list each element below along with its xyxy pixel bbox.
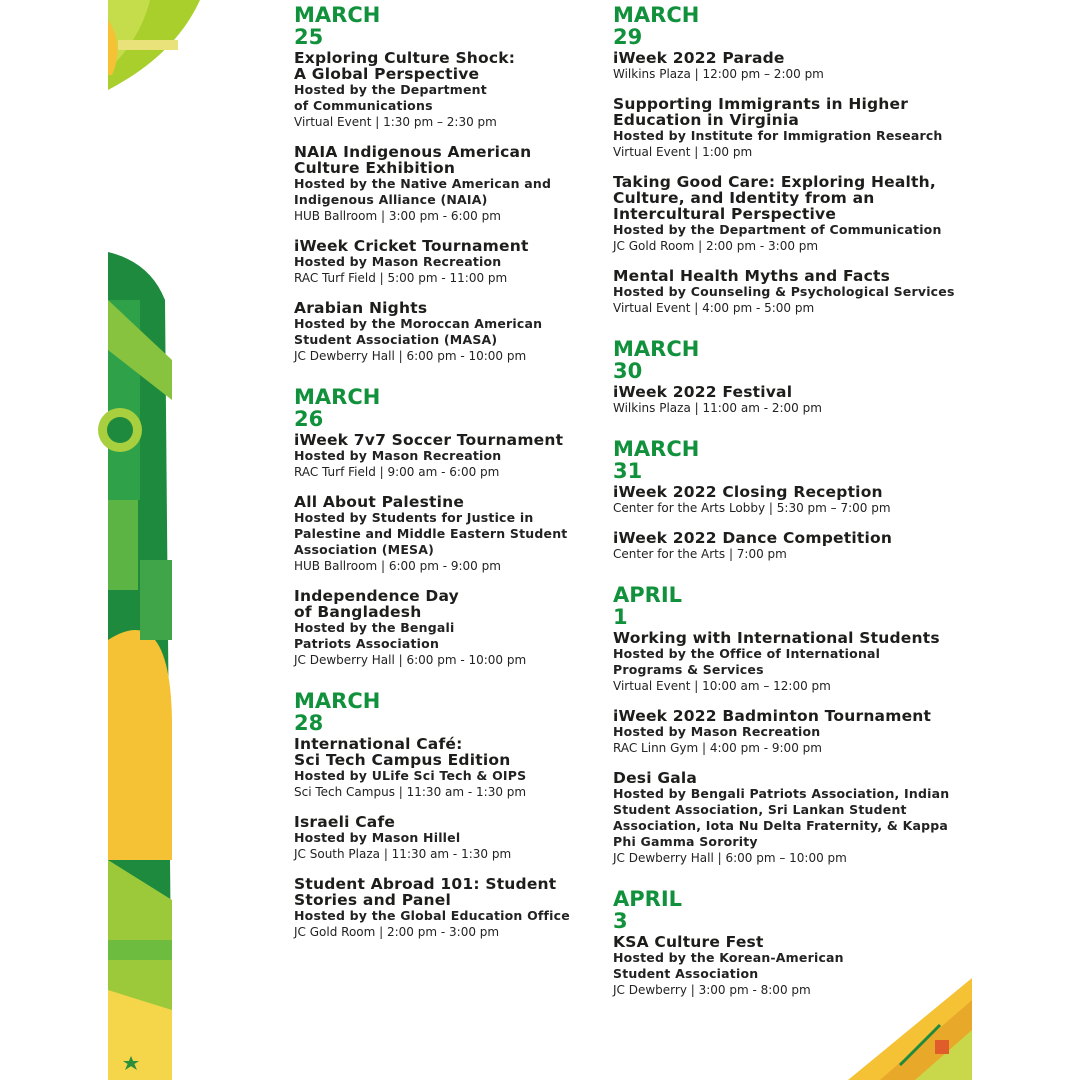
event-title: Desi Gala [613, 769, 698, 787]
date-day: 3 [613, 909, 628, 933]
event-host: Hosted by Institute for Immigration Research [613, 128, 943, 143]
event-item [294, 432, 644, 481]
event-details: JC Dewberry Hall | 6:00 pm – 10:00 pm [613, 851, 847, 865]
event-details: HUB Ballroom | 3:00 pm - 6:00 pm [294, 209, 501, 223]
date-day: 31 [613, 459, 643, 483]
event-item [294, 238, 644, 287]
event-item [613, 934, 963, 999]
event-host: Hosted by the Moroccan American Student Association (MASA) [294, 316, 543, 347]
event-details: JC Dewberry Hall | 6:00 pm - 10:00 pm [294, 349, 527, 363]
event-item [613, 50, 963, 83]
event-item [613, 268, 963, 317]
event-title: Working with International Students [613, 629, 940, 647]
event-details: JC Dewberry Hall | 6:00 pm - 10:00 pm [294, 653, 527, 667]
event-title: iWeek 7v7 Soccer Tournament [294, 431, 564, 449]
event-title: iWeek 2022 Parade [613, 49, 785, 67]
event-title: Israeli Cafe [294, 813, 396, 831]
event-title: Mental Health Myths and Facts [613, 267, 890, 285]
event-details: Sci Tech Campus | 11:30 am - 1:30 pm [294, 785, 527, 799]
event-details: Center for the Arts Lobby | 5:30 pm – 7:00 pm [613, 501, 891, 515]
date-day: 1 [613, 605, 628, 629]
event-host: Hosted by the Korean-American Student Association [613, 950, 844, 981]
date-month: MARCH [613, 437, 700, 461]
date-month: APRIL [613, 583, 683, 607]
date-month: MARCH [613, 3, 700, 27]
top-left-corner-art [108, 0, 200, 90]
event-host: Hosted by Counseling & Psychological Services [613, 284, 955, 299]
event-host: Hosted by Students for Justice in Palestine and Middle Eastern Student Association (MESA) [294, 510, 568, 557]
date-day: 28 [294, 711, 324, 735]
right-column [613, 4, 963, 1020]
event-item [294, 50, 644, 131]
event-item [294, 814, 644, 863]
event-item [613, 530, 963, 563]
event-title: Supporting Immigrants in Higher Education in Virginia [613, 95, 909, 129]
event-host: Hosted by Mason Hillel [294, 830, 461, 845]
event-item [613, 384, 963, 417]
event-item [294, 300, 644, 365]
event-title: NAIA Indigenous American Culture Exhibition [294, 143, 532, 177]
day-block [294, 690, 644, 941]
day-block [613, 888, 963, 999]
event-item [294, 876, 644, 941]
event-host: Hosted by the Office of International Programs & Services [613, 646, 881, 677]
left-strip-art [98, 252, 172, 1080]
event-host: Hosted by the Department of Communication [613, 222, 942, 237]
event-details: Center for the Arts | 7:00 pm [613, 547, 787, 561]
date-day: 26 [294, 407, 324, 431]
event-details: RAC Turf Field | 5:00 pm - 11:00 pm [294, 271, 508, 285]
event-title: iWeek 2022 Dance Competition [613, 529, 893, 547]
event-title: iWeek 2022 Festival [613, 383, 793, 401]
event-title: KSA Culture Fest [613, 933, 764, 951]
event-details: RAC Linn Gym | 4:00 pm - 9:00 pm [613, 741, 822, 755]
event-host: Hosted by the Department of Communications [294, 82, 487, 113]
event-host: Hosted by the Bengali Patriots Association [294, 620, 455, 651]
event-item [613, 630, 963, 695]
event-details: JC South Plaza | 11:30 am - 1:30 pm [294, 847, 512, 861]
event-host: Hosted by Mason Recreation [294, 254, 502, 269]
event-details: Wilkins Plaza | 12:00 pm – 2:00 pm [613, 67, 824, 81]
date-day: 30 [613, 359, 643, 383]
event-host: Hosted by ULife Sci Tech & OIPS [294, 768, 527, 783]
event-item [613, 770, 963, 867]
date-day: 25 [294, 25, 324, 49]
event-details: Virtual Event | 1:30 pm – 2:30 pm [294, 115, 497, 129]
date-month: MARCH [294, 385, 381, 409]
event-details: Virtual Event | 1:00 pm [613, 145, 753, 159]
event-title: iWeek 2022 Closing Reception [613, 483, 883, 501]
day-block [613, 584, 963, 867]
left-column [294, 4, 644, 962]
event-title: iWeek 2022 Badminton Tournament [613, 707, 932, 725]
event-title: iWeek Cricket Tournament [294, 237, 529, 255]
event-item [294, 144, 644, 225]
event-title: Exploring Culture Shock: A Global Perspective [294, 49, 516, 83]
event-details: JC Gold Room | 2:00 pm - 3:00 pm [294, 925, 500, 939]
event-item [613, 96, 963, 161]
day-block [613, 4, 963, 317]
date-month: MARCH [294, 3, 381, 27]
event-host: Hosted by Mason Recreation [294, 448, 502, 463]
event-details: JC Dewberry | 3:00 pm - 8:00 pm [613, 983, 811, 997]
event-host: Hosted by Bengali Patriots Association, Indian Student Association, Sri Lankan Student Association, Iota Nu Delta Fraternity, & Kappa Phi Gamma Sorority [613, 786, 950, 849]
date-month: APRIL [613, 887, 683, 911]
event-title: Student Abroad 101: Student Stories and Panel [294, 875, 557, 909]
event-details: Virtual Event | 10:00 am – 12:00 pm [613, 679, 831, 693]
event-item [294, 736, 644, 801]
event-host: Hosted by the Native American and Indigenous Alliance (NAIA) [294, 176, 552, 207]
event-item [613, 708, 963, 757]
event-item [613, 484, 963, 517]
day-block [613, 338, 963, 417]
event-host: Hosted by Mason Recreation [613, 724, 821, 739]
day-block [294, 386, 644, 669]
date-day: 29 [613, 25, 643, 49]
day-block [613, 438, 963, 563]
event-item [294, 494, 644, 575]
event-item [613, 174, 963, 255]
event-title: Independence Day of Bangladesh [294, 587, 459, 621]
event-details: Wilkins Plaza | 11:00 am - 2:00 pm [613, 401, 822, 415]
event-title: Arabian Nights [294, 299, 428, 317]
event-details: JC Gold Room | 2:00 pm - 3:00 pm [613, 239, 819, 253]
event-host: Hosted by the Global Education Office [294, 908, 570, 923]
date-month: MARCH [294, 689, 381, 713]
date-month: MARCH [613, 337, 700, 361]
event-title: All About Palestine [294, 493, 465, 511]
event-title: Taking Good Care: Exploring Health, Culture, and Identity from an Intercultural Perspective [613, 173, 936, 223]
event-details: HUB Ballroom | 6:00 pm - 9:00 pm [294, 559, 501, 573]
event-item [294, 588, 644, 669]
event-details: Virtual Event | 4:00 pm - 5:00 pm [613, 301, 815, 315]
day-block [294, 4, 644, 365]
event-title: International Café: Sci Tech Campus Edition [294, 735, 511, 769]
event-details: RAC Turf Field | 9:00 am - 6:00 pm [294, 465, 500, 479]
